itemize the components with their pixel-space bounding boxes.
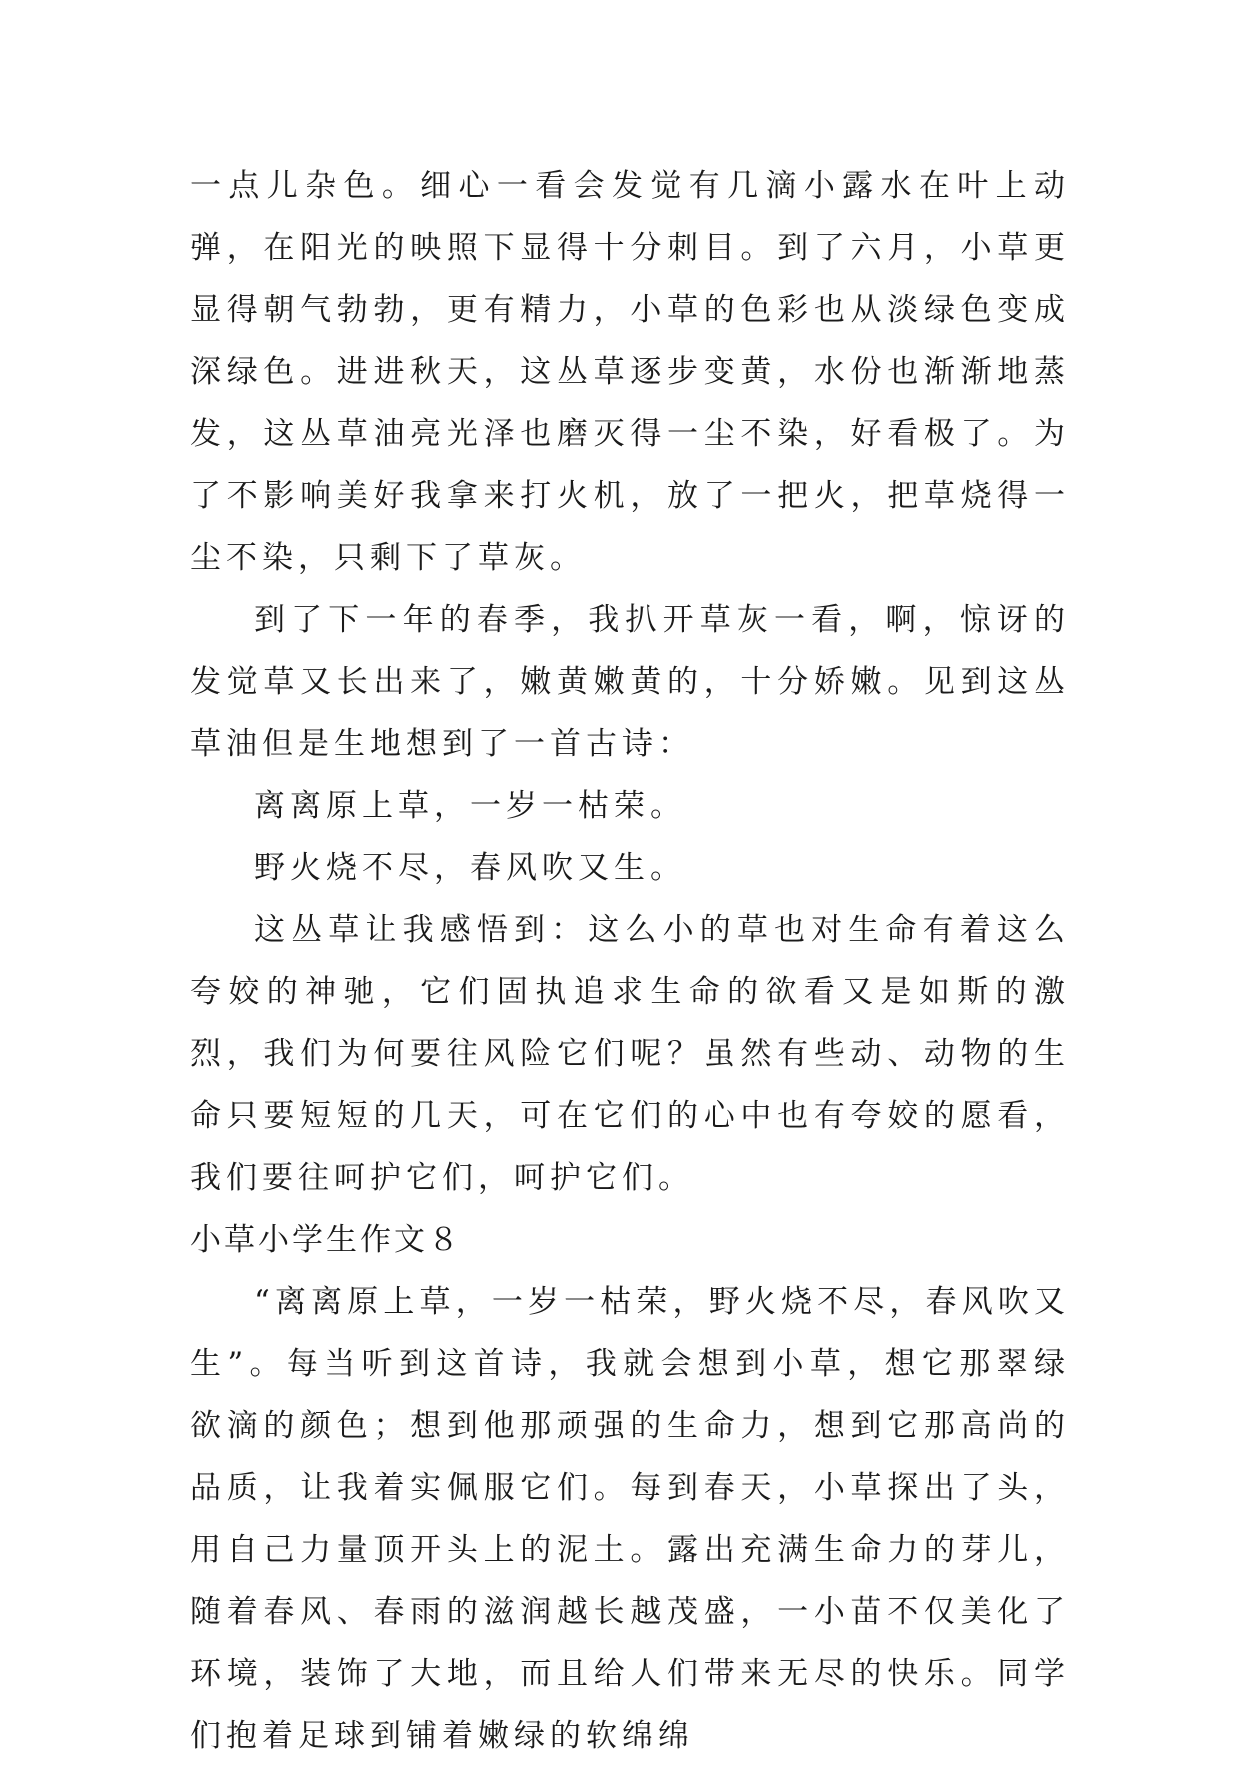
paragraph-2: 到了下一年的春季，我扒开草灰一看，啊，惊讶的发觉草又长出来了，嫩黄嫩黄的，十分娇嫩。见到这丛草油但是生地想到了一首古诗： bbox=[190, 602, 1070, 762]
paragraph-4: “离离原上草，一岁一枯荣，野火烧不尽，春风吹又生”。每当听到这首诗，我就会想到小草，想它那翠绿欲滴的颜色；想到他那顽强的生命力，想到它那高尚的品质，让我着实佩服它们。每到春天，小草探出了头，用自己力量顶开头上的泥土。露出充满生命力的芽儿，随着春风、春雨的滋润越长越茂盛，一小苗不仅美化了环境，装饰了大地，而且给人们带来无尽的快乐。同学们抱着足球到铺着嫩绿的软绵绵 bbox=[190, 1284, 1070, 1754]
paragraph-1: 一点儿杂色。细心一看会发觉有几滴小露水在叶上动弹，在阳光的映照下显得十分刺目。到了六月，小草更显得朝气勃勃，更有精力，小草的色彩也从淡绿色变成深绿色。进进秋天，这丛草逐步变黄，水份也渐渐地蒸发，这丛草油亮光泽也磨灭得一尘不染，好看极了。为了不影响美好我拿来打火机，放了一把火，把草烧得一尘不染，只剩下了草灰。 bbox=[190, 168, 1070, 576]
paragraph-3: 这丛草让我感悟到：这么小的草也对生命有着这么夸姣的神驰，它们固执追求生命的欲看又是如斯的激烈，我们为何要往风险它们呢？虽然有些动、动物的生命只要短短的几天，可在它们的心中也有夸姣的愿看，我们要往呵护它们，呵护它们。 bbox=[190, 912, 1070, 1196]
poem-line-1: 离离原上草，一岁一枯荣。 bbox=[254, 788, 686, 824]
essay-heading: 小草小学生作文８ bbox=[190, 1222, 462, 1258]
document-body bbox=[190, 155, 1070, 1767]
poem-line-2: 野火烧不尽，春风吹又生。 bbox=[254, 850, 686, 886]
